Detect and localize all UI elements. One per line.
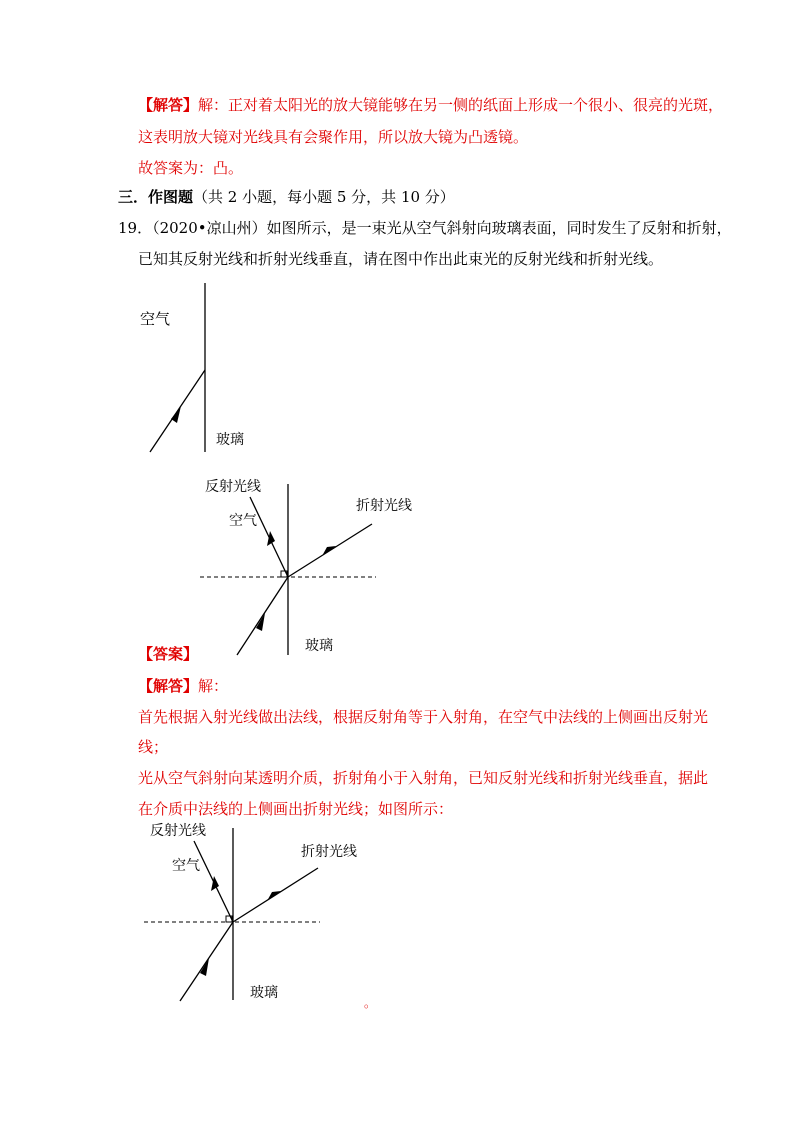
answer18-line2: 这表明放大镜对光线具有会聚作用，所以放大镜为凸透镜。 (138, 128, 529, 146)
answer19-para2-b: 在介质中法线的上侧画出折射光线；如图所示： (138, 800, 454, 818)
figure1 (140, 283, 244, 452)
answer18-line3: 故答案为：凸。 (138, 159, 244, 177)
figure1-arrow-icon (171, 406, 181, 423)
end-mark: 。 (364, 996, 377, 1010)
answer19-para2-a: 光从空气斜射向某透明介质，折射角小于入射角，已知反射光线和折射光线垂直，据此 (138, 769, 709, 787)
figure3-refracted-label: 折射光线 (301, 844, 357, 860)
solution-tag: 【解答】 (138, 677, 199, 695)
answer19-solution-line (138, 676, 228, 696)
figure2-incident-ray (237, 577, 288, 655)
question-number: 19． (118, 219, 153, 237)
figure1-glass-label: 玻璃 (216, 432, 244, 448)
figure2-air-label: 空气 (229, 513, 257, 529)
section3-note: （共 2 小题，每小题 5 分，共 10 分） (193, 188, 455, 206)
figure3-refracted-ray (233, 868, 318, 922)
answer19-para1-a: 首先根据入射光线做出法线，根据反射角等于入射角，在空气中法线的上侧画出反射光 (138, 708, 709, 726)
figure2 (200, 478, 412, 655)
figure3-glass-label: 玻璃 (250, 985, 278, 1001)
figure1-air-label: 空气 (140, 310, 171, 328)
figure2-refracted-ray (288, 524, 372, 577)
answer19-para1-b: 线； (138, 738, 169, 756)
figure3-air-label: 空气 (172, 858, 200, 874)
figure2-refracted-label: 折射光线 (356, 498, 412, 514)
answer-tag: 【答案】 (138, 645, 199, 663)
question19-line2: 已知其反射光线和折射光线垂直，请在图中作出此束光的反射光线和折射光线。 (138, 250, 664, 268)
figure2-reflected-label: 反射光线 (205, 479, 261, 495)
figure2-glass-label: 玻璃 (305, 638, 333, 654)
section3-title: 三．作图题 (118, 188, 194, 206)
figure3-incident-ray (180, 922, 233, 1001)
figure2-incident-arrow-icon (256, 613, 265, 631)
figure2-reflected-arrow-icon (267, 531, 275, 546)
figure3-incident-arrow-icon (200, 958, 209, 976)
figure3-reflected-label: 反射光线 (150, 823, 206, 839)
solution-tag: 【解答】 (138, 96, 199, 114)
question19-text1: （2020•凉山州）如图所示，是一束光从空气斜射向玻璃表面，同时发生了反射和折射， (152, 219, 732, 237)
solution-start: 解： (198, 677, 229, 695)
answer18-line1-text: 解：正对着太阳光的放大镜能够在另一侧的纸面上形成一个很小、很亮的光斑， (198, 96, 724, 114)
figure3 (144, 822, 357, 1001)
